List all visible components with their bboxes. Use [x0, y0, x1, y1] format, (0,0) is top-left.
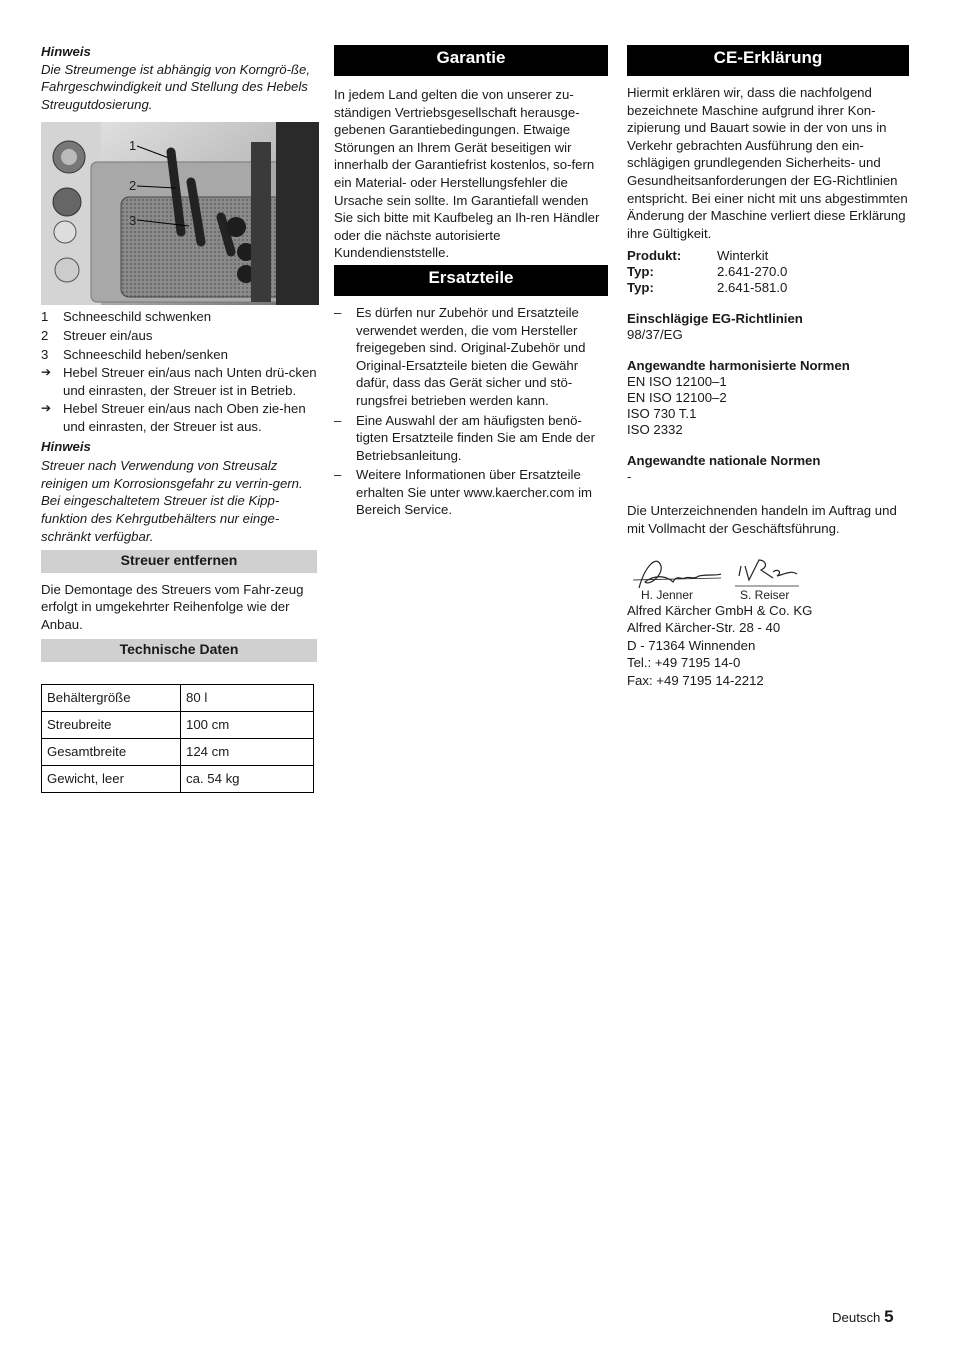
arrow-right-icon: ➔ [41, 365, 52, 380]
address-line: Fax: +49 7195 14-2212 [627, 672, 764, 688]
arrow-right-icon: ➔ [41, 401, 52, 416]
hint-title: Hinweis [41, 44, 91, 59]
legend-item: 3 Schneeschild heben/senken [41, 346, 228, 362]
callout-3: 3 [129, 213, 137, 229]
hint-title: Hinweis [41, 438, 91, 454]
eg-value: 98/37/EG [627, 327, 683, 343]
section-heading-tech: Technische Daten [41, 639, 317, 662]
tech-table [41, 684, 314, 793]
table-row: Gesamtbreite 124 cm [42, 739, 314, 766]
column-left [41, 43, 317, 793]
page-footer [832, 1307, 894, 1327]
product-block [627, 248, 909, 296]
step-list [41, 364, 317, 435]
callout-1: 1 [129, 138, 137, 154]
hint-text: Bei eingeschaltetem Streuer ist die Kipp-funktion des Kehrgutbehälters nur einge-schränkt verfügbar. [41, 493, 280, 544]
table-row: Behältergröße 80 l [42, 685, 314, 712]
garantie-text: In jedem Land gelten die von unserer zu-ständigen Vertriebsgesellschaft herausge-gebenen Garantiebedingungen. Etwaige Störungen an Ihrem Gerät beseitigen wir innerhalb der Garantiefrist kostenlos, so-fern ein Material- oder Herstellungsfehler die Ursache sein sollte. Im Garantiefall wenden Sie sich bitte mit Kaufbeleg an Ih-ren Händler oder die nächste autorisierte Kundendienststelle. [334, 87, 600, 261]
harm-value: EN ISO 12100–1 [627, 374, 727, 390]
column-middle [334, 43, 608, 521]
signer-1: H. Jenner [641, 587, 694, 602]
harm-value: ISO 2332 [627, 422, 683, 438]
product-row: Produkt: Winterkit [627, 248, 769, 264]
product-row: Typ: 2.641-270.0 [627, 264, 788, 280]
harm-value: EN ISO 12100–2 [627, 390, 727, 406]
section-heading-ce: CE-Erklärung [627, 45, 909, 76]
list-item: – Eine Auswahl der am häufigsten benö-tigten Ersatzteile finden Sie am Ende der Betriebsanleitung. [334, 412, 595, 463]
address-line: Alfred Kärcher GmbH & Co. KG [627, 602, 813, 618]
list-item: – Weitere Informationen über Ersatzteile erhalten Sie unter www.kaercher.com im Bereich Service. [334, 467, 593, 518]
hint-text: Die Streumenge ist abhängig von Korngrö-ße, Fahrgeschwindigkeit und Stellung des Hebels Streugutdosierung. [41, 61, 311, 112]
address-line: D - 71364 Winnenden [627, 637, 756, 653]
harm-value: ISO 730 T.1 [627, 406, 697, 422]
ce-text: Hiermit erklären wir, dass die nachfolgend bezeichnete Maschine aufgrund ihrer Kon-zipierung und Bauart sowie in der von uns in Verkehr gebrachten Ausführung den ein-schlägigen grundlegenden Sicherheits- und Gesundheitsanforderungen der EG-Richtlinien entspricht. Bei einer nicht mit uns abgestimmten Änderung der Maschine verliert diese Erklärung ihre Gültigkeit. [627, 85, 908, 241]
callout-2: 2 [129, 178, 137, 194]
column-right [627, 43, 909, 690]
table-row: Gewicht, leer ca. 54 kg [42, 766, 314, 793]
page-number: 5 [884, 1307, 894, 1326]
nat-value: - [627, 469, 632, 485]
legend-list [41, 308, 317, 363]
section-heading-garantie: Garantie [334, 45, 608, 76]
address-line: Alfred Kärcher-Str. 28 - 40 [627, 620, 781, 636]
sign-text: Die Unterzeichnenden handeln im Auftrag und mit Vollmacht der Geschäftsführung. [627, 503, 897, 536]
address-block [627, 602, 909, 690]
eg-heading: Einschlägige EG-Richtlinien [627, 311, 803, 327]
signature [627, 546, 807, 602]
harm-heading: Angewandte harmonisierte Normen [627, 358, 850, 374]
list-item: – Es dürfen nur Zubehör und Ersatzteile verwendet werden, die vom Hersteller freigegeben sind. Original-Zubehör und Original-Ersatzteile bieten die Gewähr dafür, dass das Gerät sicher und stö-rungsfrei betrieben werden kann. [334, 304, 586, 408]
table-row: Streubreite 100 cm [42, 712, 314, 739]
section-heading-remove: Streuer entfernen [41, 550, 317, 573]
footer-language: Deutsch [832, 1310, 881, 1325]
remove-text: Die Demontage des Streuers vom Fahr-zeug erfolgt in umgekehrter Reihenfolge wie der Anbau. [41, 581, 304, 632]
legend-item: 2 Streuer ein/aus [41, 327, 153, 343]
hint-text: Streuer nach Verwendung von Streusalz reinigen um Korrosionsgefahr zu verrin-gern. [41, 458, 303, 491]
step-item: ➔ Hebel Streuer ein/aus nach Unten drü-cken und einrasten, der Streuer ist in Betrieb. [41, 365, 317, 398]
signer-2: S. Reiser [740, 587, 790, 602]
ersatz-list [334, 304, 608, 519]
product-row: Typ: 2.641-581.0 [627, 280, 788, 296]
nat-heading: Angewandte nationale Normen [627, 453, 821, 469]
address-line: Tel.: +49 7195 14-0 [627, 655, 741, 671]
lever-photo [41, 122, 319, 305]
step-item: ➔ Hebel Streuer ein/aus nach Oben zie-hen und einrasten, der Streuer ist aus. [41, 401, 306, 434]
section-heading-ersatzteile: Ersatzteile [334, 265, 608, 296]
legend-item: 1 Schneeschild schwenken [41, 309, 212, 325]
